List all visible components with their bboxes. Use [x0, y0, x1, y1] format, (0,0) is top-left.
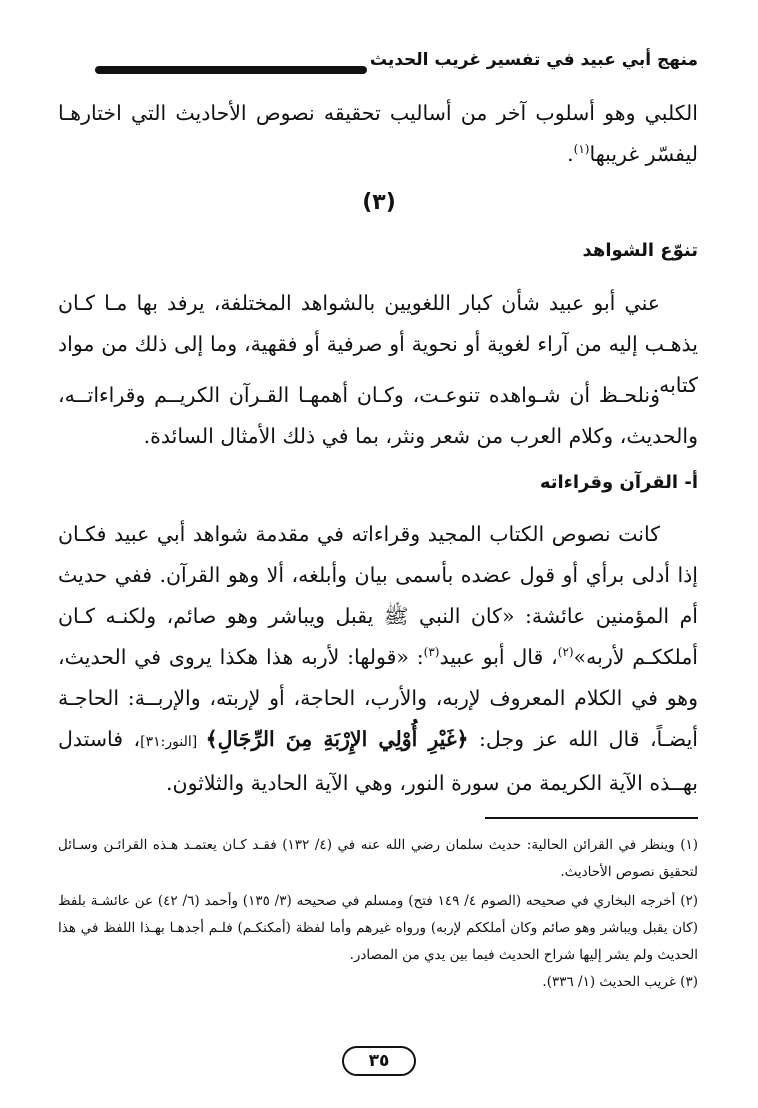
- paragraph-1: عني أبو عبيد شأن كبار اللغويين بالشواهد المختلفة، يرفد بها مـا كـان يذهـب إليه من آراء لغوية أو نحوية أو صرفية أو فقهية، وما إلى ذلك من مواد كتابه.: [58, 291, 698, 397]
- heading-diversity-of-evidence: تنوّع الشواهد: [582, 240, 698, 261]
- header-rule: [95, 66, 367, 74]
- paragraph-3-part-2: ، قال أبو عبيد: [439, 645, 558, 669]
- footnote-ref-2: (٢): [557, 645, 574, 660]
- verse-citation: [النور:٣١]: [140, 734, 206, 750]
- footnote-separator: [485, 817, 698, 819]
- intro-tail: .: [567, 142, 574, 166]
- running-header-title: منهج أبي عبيد في تفسير غريب الحديث: [369, 50, 698, 70]
- footnote-ref-1: (١): [573, 142, 590, 157]
- footnote-3: (٣) غريب الحديث (١/ ٣٣٦).: [542, 974, 698, 990]
- section-number: (٣): [362, 190, 396, 215]
- footnote-ref-3: (٣): [423, 645, 440, 660]
- intro-text: الكلبي وهو أسلوب آخر من أساليب تحقيقه نصوص الأحاديث التي اختارهـا ليفسّر غريبها: [58, 101, 698, 166]
- paragraph-3-part-4: ، فاستدل بهــذه الآية الكريمة من سورة النور، وهي الآية الحادية والثلاثون.: [58, 727, 698, 795]
- paragraph-3-part-1: كانت نصوص الكتاب المجيد وقراءاته في مقدمة شواهد أبي عبيد فكـان إذا أدلى برأي أو قول عضده بأسمى بيان وأبلغه، ألا وهو القرآن. ففي حديث أم المؤمنين عائشة: «كان النبي ﷺ يقبل ويباشر وهو صائم، ولكنـه كـان أملككـم لأربه»: [58, 522, 698, 669]
- paragraph-3-part-3: : «قولها: لأربه هذا هكذا يروى في الحديث، وهو في الكلام المعروف لإربه، والأرب، الحاجة، أو لإربته، والإربــة: الحاجـة أيضـاً، قال الله عز وجل:: [58, 645, 698, 751]
- footnote-1: (١) وينظر في القرائن الحالية: حديث سلمان رضي الله عنه في (٤/ ١٣٢) فقـد كـان يعتمـد هـذه القرائـن وسـائل لتحقيق نصوص الأحاديث.: [58, 837, 699, 880]
- paragraph-2: ونلحـظ أن شـواهده تنوعـت، وكـان أهمهـا القـرآن الكريــم وقراءاتــه، والحديث، وكلام العرب من شعر ونثر، بما في ذلك الأمثال السائدة.: [58, 383, 698, 448]
- heading-quran-readings: أ- القرآن وقراءاته: [539, 472, 698, 493]
- paragraph-3: [58, 514, 698, 804]
- page-number: ٣٥: [342, 1046, 416, 1076]
- intro-paragraph: [58, 93, 698, 175]
- quran-verse: ﴿غَيْرِ أُوْلِي الإِرْبَةِ مِنَ الرِّجَالِ﴾: [205, 727, 469, 751]
- footnote-2: (٢) أخرجه البخاري في صحيحه (الصوم ٤/ ١٤٩ فتح) ومسلم في صحيحه (٣/ ١٣٥) وأحمد (٦/ ٤٢) عن عائشـة بلفظ (كان يقبل ويباشر وهو صائم وكان أملككم لإربه) ورواه غيرهم وأما لفظة (أمكنكـم) فلـم أجدهـا بهـذا اللفظ في هذا الحديث ولم يشر إليها شراح الحديث فيما بين يدي من المصادر.: [58, 893, 699, 963]
